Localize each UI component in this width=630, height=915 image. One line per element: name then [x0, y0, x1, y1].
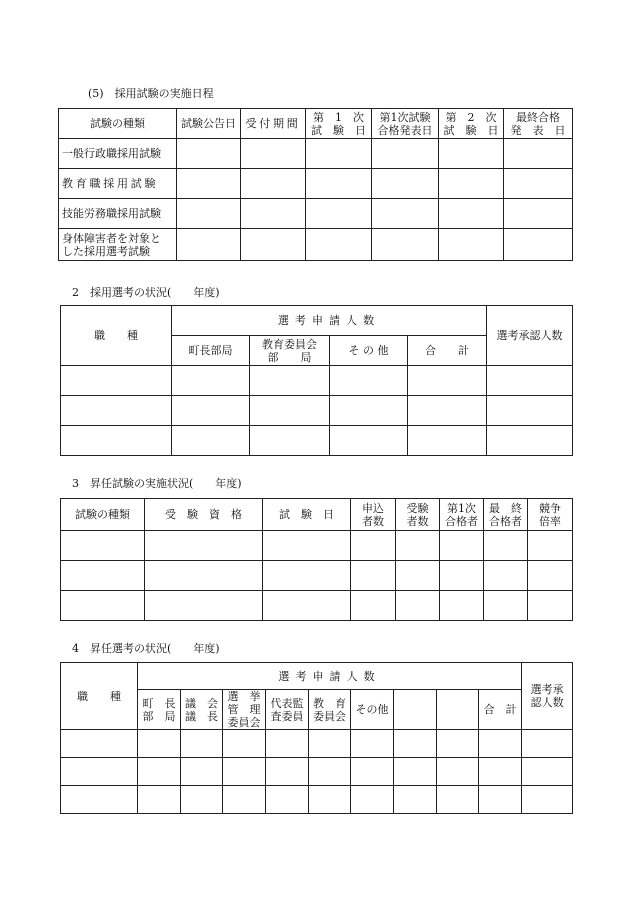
- sub-header-blank-1: [394, 690, 437, 730]
- row-label-technical: 技能労務職採用試験: [59, 199, 177, 229]
- header-second-exam-date: 第 2 次 試 験 日: [439, 109, 504, 139]
- header-final-passed: 最 終 合格者: [484, 499, 528, 531]
- header-final-pass-date: 最終合格 発 表 日: [504, 109, 573, 139]
- sub-header-total: 合 計: [479, 690, 522, 730]
- header-reception-period: 受付期間: [241, 109, 306, 139]
- header-eligibility: 受 験 資 格: [145, 499, 263, 531]
- header-applicants: 申込 者数: [351, 499, 396, 531]
- header-approved-count: 選考承認人数: [487, 306, 573, 366]
- sub-header-election-board: 選 挙 管 理 委員会: [223, 690, 266, 730]
- header-first-passed: 第1次 合格者: [440, 499, 484, 531]
- section-title-recruit-selection: 2 採用選考の状況( 年度): [72, 286, 220, 299]
- row-label-education: 教育職採用試験: [59, 169, 177, 199]
- section-title-promotion-exam: 3 昇任試験の実施状況( 年度): [72, 477, 242, 490]
- header-application-count: 選考申請人数: [172, 306, 487, 336]
- schedule-table: [58, 108, 573, 261]
- header-first-pass-date: 第1次試験 合格発表日: [372, 109, 439, 139]
- promotion-exam-table: [60, 498, 573, 621]
- header-approved-count: 選考承 認人数: [522, 663, 573, 730]
- row-label-general: 一般行政職採用試験: [59, 139, 177, 169]
- sub-header-education-board: 教育委員会 部 局: [250, 336, 330, 366]
- header-first-exam-date: 第 1 次 試 験 日: [306, 109, 372, 139]
- header-application-count: 選考申請人数: [138, 663, 522, 690]
- sub-header-council-chair: 議 会 議 長: [181, 690, 223, 730]
- sub-header-mayor-dept: 町長部局: [172, 336, 250, 366]
- row-label-disability: 身体障害者を対象と した採用選考試験: [59, 229, 177, 261]
- sub-header-mayor-dept: 町 長 部 局: [138, 690, 181, 730]
- header-announce-date: 試験公告日: [177, 109, 241, 139]
- sub-header-total: 合 計: [408, 336, 487, 366]
- header-exam-type: 試験の種類: [59, 109, 177, 139]
- promotion-selection-table: [60, 662, 573, 814]
- header-exam-type: 試験の種類: [61, 499, 145, 531]
- sub-header-other: その他: [351, 690, 394, 730]
- sub-header-blank-2: [437, 690, 479, 730]
- section-title-promotion-selection: 4 昇任選考の状況( 年度): [72, 642, 220, 655]
- header-job-type: 職 種: [61, 663, 138, 730]
- section-title-schedule: (5) 採用試験の実施日程: [88, 87, 214, 100]
- recruit-selection-table: [60, 305, 573, 456]
- header-exam-date: 試 験 日: [263, 499, 351, 531]
- sub-header-education-board: 教 育 委員会: [309, 690, 351, 730]
- header-job-type: 職 種: [61, 306, 172, 366]
- header-competition-ratio: 競争 倍率: [528, 499, 573, 531]
- header-examinees: 受験 者数: [396, 499, 440, 531]
- sub-header-audit-commissioner: 代表監 査委員: [266, 690, 309, 730]
- sub-header-other: そ の 他: [330, 336, 408, 366]
